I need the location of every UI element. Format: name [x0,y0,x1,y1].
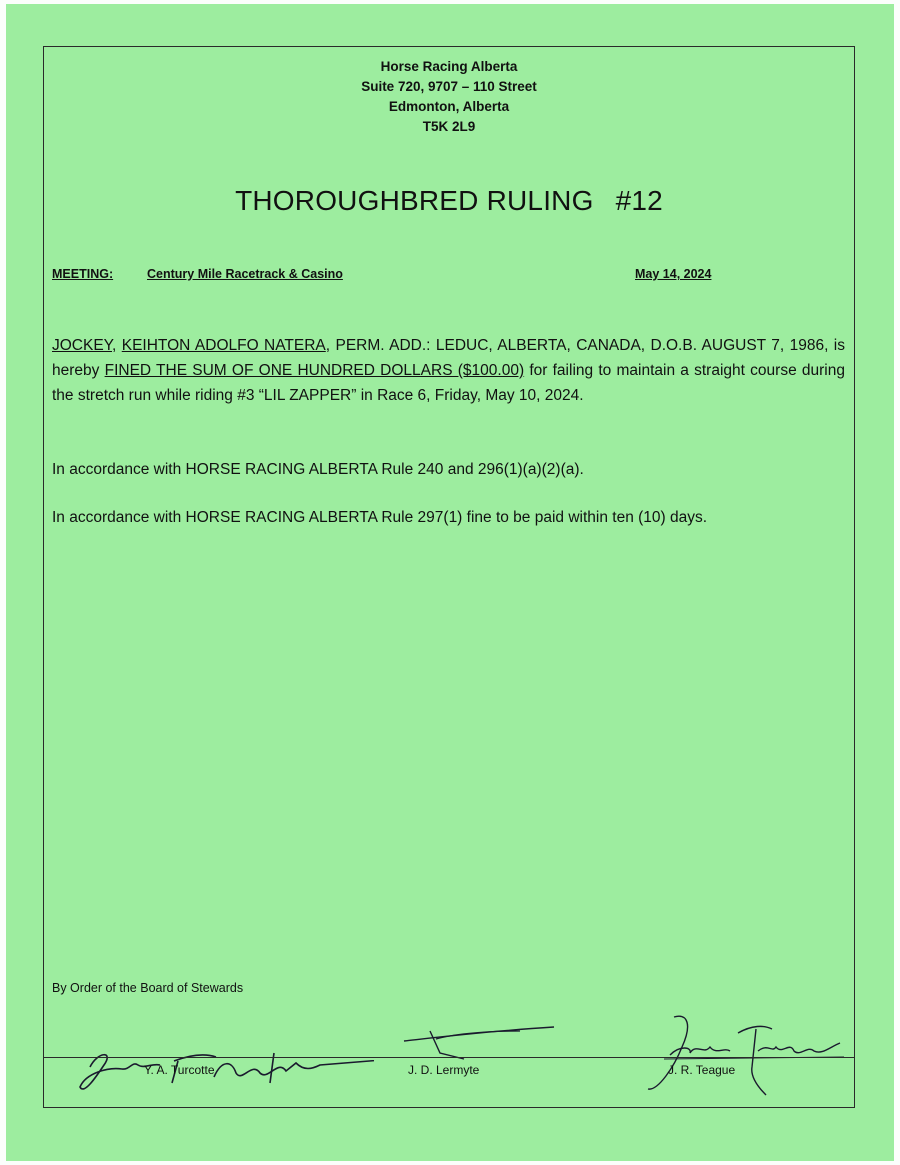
signature-teague [644,1007,844,1097]
role: JOCKEY [52,337,113,354]
meeting-date: May 14, 2024 [635,267,712,281]
rule-reference-2: In accordance with HORSE RACING ALBERTA Rule 297(1) fine to be paid within ten (10) days. [52,509,708,526]
ruling-title [44,185,854,217]
address-line-2: Edmonton, Alberta [388,99,510,114]
separator: , [112,337,122,354]
document-page [6,4,894,1161]
fine-amount: FINED THE SUM OF ONE HUNDRED DOLLARS ($100.00) [104,362,525,379]
ruling-number: #12 [615,185,663,216]
ruling-rest: for failing to maintain a straight course during the stretch run while riding #3 “LIL ZAPPER” in Race 6, Friday, May 10, 2024. [52,362,845,404]
org-name: Horse Racing Alberta [380,59,518,74]
steward-name-3: J. R. Teague [668,1063,736,1077]
meeting-label: MEETING: [52,267,114,281]
address-line-1: Suite 720, 9707 – 110 Street [361,79,537,94]
postal-code: T5K 2L9 [422,119,476,134]
rule-reference-1: In accordance with HORSE RACING ALBERTA Rule 240 and 296(1)(a)(2)(a). [52,461,584,478]
signature-line [44,1057,854,1058]
steward-name-2: J. D. Lermyte [408,1063,480,1077]
meeting-venue: Century Mile Racetrack & Casino [147,267,343,281]
ruling-title-text: THOROUGHBRED RULING [235,185,594,216]
licensee-name: KEIHTON ADOLFO NATERA [121,337,326,354]
steward-name-1: Y. A. Turcotte [144,1063,215,1077]
board-order-text: By Order of the Board of Stewards [52,981,244,995]
ruling-mid: , PERM. ADD.: LEDUC, ALBERTA, CANADA, D.O.B. AUGUST 7, 1986, is hereby [52,337,845,379]
ruling-paragraph [52,333,845,408]
letterhead [44,57,854,137]
signature-turcotte [74,1025,374,1095]
document-border [43,46,855,1108]
